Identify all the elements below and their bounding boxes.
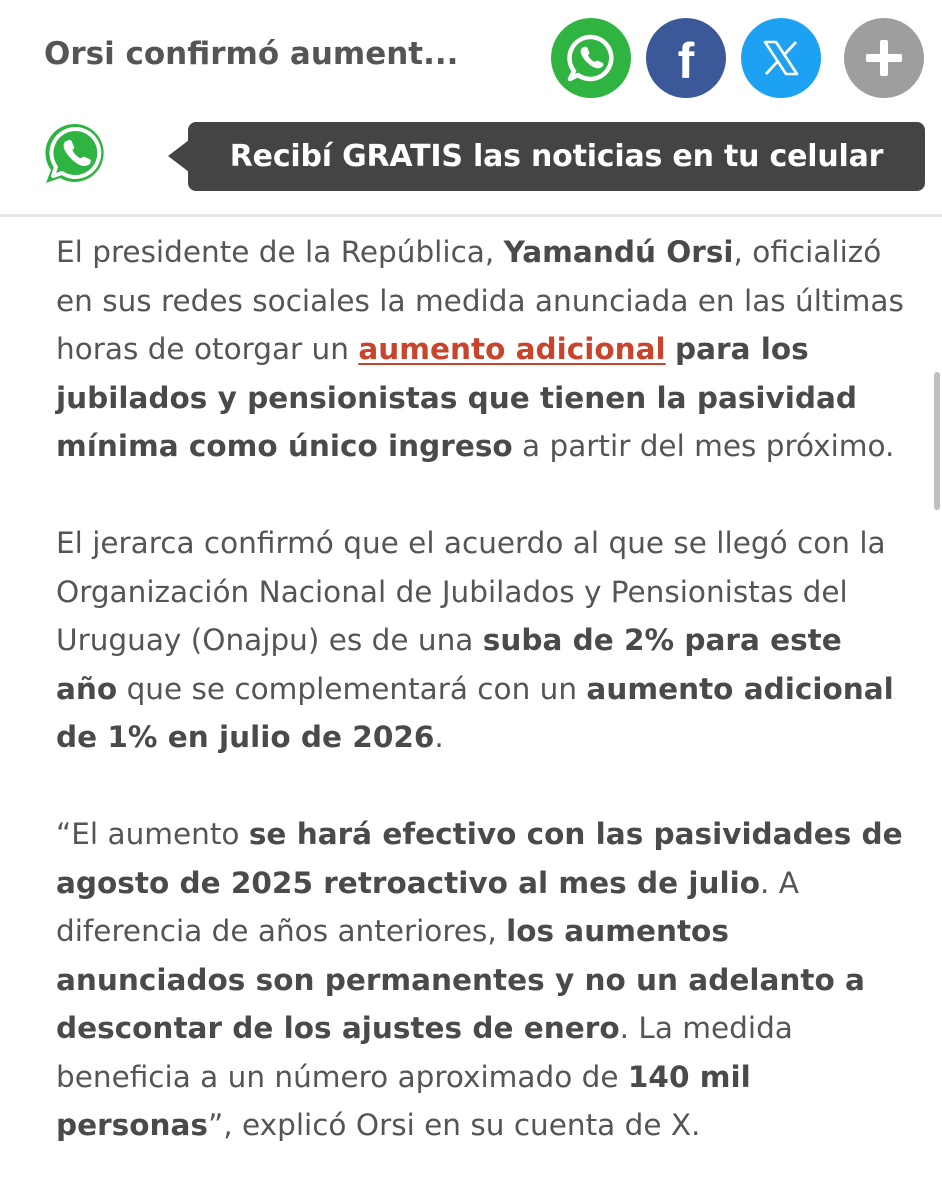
text: ”, explicó Orsi en su cuenta de X. [207,1108,701,1142]
paragraph-1 [56,228,904,471]
text [666,332,675,366]
x-icon [761,38,801,78]
plus-icon [862,36,906,80]
bold-text: los aumentos anunciados son permanentes y no un adelanto a descontar de los ajustes de enero [56,914,865,1045]
whatsapp-icon [565,32,617,84]
text: El presidente de la República, [56,235,504,269]
text: a partir del mes próximo. [512,429,895,463]
top-bar [0,0,942,118]
bold-text: suba de 2% para este año [56,623,842,706]
share-facebook-button[interactable] [646,18,726,98]
paragraph-2 [56,519,904,762]
bold-text: 140 mil personas [56,1059,751,1142]
text: “El aumento [56,817,249,851]
bold-text: Yamandú Orsi [503,235,734,269]
text: . La medida beneficia a un número aproximado de [56,1011,793,1094]
aumento-adicional-link[interactable]: aumento adicional [358,332,666,366]
text: , oficializó en sus redes sociales la medida anunciada en las últimas horas de otorgar un [56,235,904,366]
paragraph-3 [56,810,904,1150]
scrollbar[interactable] [934,372,940,510]
bold-text: aumento adicional de 1% en julio de 2026 [56,671,894,754]
bold-text: se hará efectivo con las pasividades de agosto de 2025 retroactivo al mes de julio [56,817,903,900]
article-title: Orsi confirmó aument... [44,36,459,72]
share-whatsapp-button[interactable] [551,18,631,98]
article-body [56,228,904,1198]
whatsapp-subscribe-banner[interactable] [188,122,925,191]
text: . [434,720,444,754]
facebook-icon: f [677,33,695,89]
text: . A diferencia de años anteriores, [56,865,799,948]
whatsapp-promo-icon[interactable] [42,120,110,188]
text: que se complementará con un [117,671,587,706]
header-divider [0,214,942,217]
share-x-button[interactable] [741,18,821,98]
text: El jerarca confirmó que el acuerdo al que se llegó con la Organización Nacional de Jubilados y Pensionistas del Uruguay (Onajpu) es de una [56,526,886,657]
bold-text: para los jubilados y pensionistas que tienen la pasividad mínima como único ingreso [56,332,858,463]
share-more-button[interactable] [844,18,924,98]
whatsapp-subscribe-text: Recibí GRATIS las noticias en tu celular [229,139,884,174]
